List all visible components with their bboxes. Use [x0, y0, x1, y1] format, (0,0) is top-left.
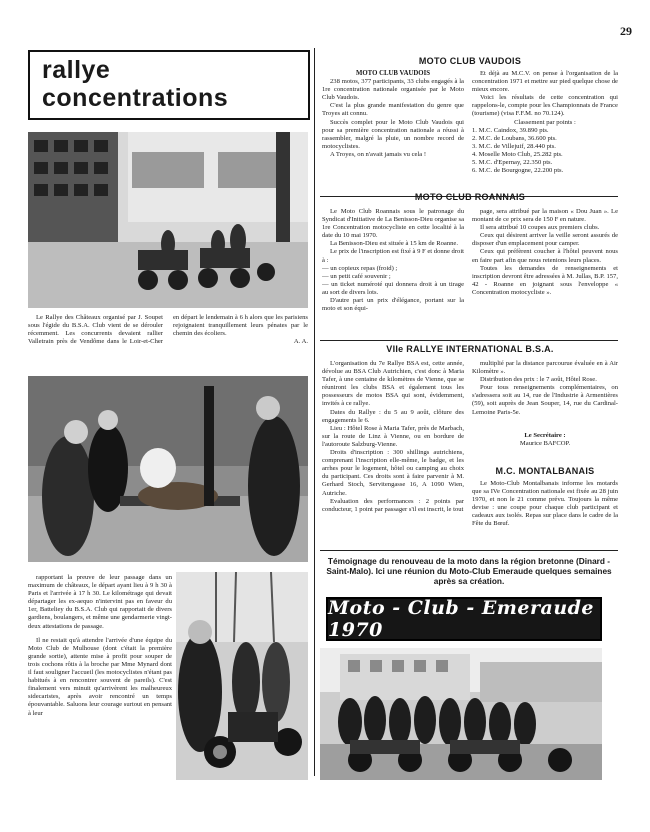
club-banner [326, 597, 602, 641]
montalbanais-paragraph: Le Moto-Club Montalbanais informe les motards que sa IVe Concentration nationale est fixée au 28 juin 1970, et non le 21 comme prévu. Toujours la même devise : une coupe pour chaque club participant et cadeaux aux isolés. Repas sur place dans le cadre de la Fête du Bœuf. [472, 480, 618, 528]
ranking-title: Classement par points : [514, 118, 576, 126]
caption-rallye-chateaux [28, 314, 308, 370]
roannais-paragraph: Le Moto Club Roannais sous le patronage du Syndicat d'Initiative de La Benisson-Dieu organise sa 1re Concentration motocycliste en cette localité à la date du 10 mai 1970. [322, 208, 464, 240]
divider-rule [320, 550, 618, 551]
page-number: 29 [620, 24, 632, 38]
bsa-paragraph: Dates du Rallye : du 5 au 9 août, clôture des engagements le 6. [322, 408, 464, 424]
ranking-item: 2. M.C. de Loubans, 36.600 pts. [472, 134, 557, 142]
article-left-column [28, 574, 172, 780]
caption-text: Le Rallye des Châteaux organisé par J. Soupet sous l'égide du B.S.A. Club vient de se dérouler récemment. Les concurrents devaient rallier Valletrain près de Vendôme dans le Loir-et-Cher en départ le lendemain à 6 h alors que les parisiens rejoignaient tranquillement leurs pénates par le chemin des écoliers. [28, 314, 308, 346]
bsa-paragraph: Lieu : Hôtel Rose à Maria Tafer, près de Marbach, sur la route de Linz à Vienne, ou en bordure de l'autoroute Salzburg-Vienne. [322, 424, 464, 448]
bsa-paragraph: Evaluation des performances : 2 points par conducteur, 1 point par passager s'il est inscrit, le tout [322, 497, 464, 513]
roannais-list-item: — un ticket numéroté qui donnera droit à un tirage au sort de divers lots. [322, 280, 464, 296]
bsa-paragraph: L'organisation du 7e Rallye BSA est, cette année, dévolue au BSA Club Autrichien, c'est donc à Maria Tafer, à une centaine de kilomètres de Vienne, que se réuniront les clubs BSA et également tous les possesseurs de motos BSA qui sont, évidemment, invités à ce rallye. [322, 360, 464, 408]
vaudois-column-1 [322, 70, 464, 192]
ranking-item: 3. M.C. de Villejuif, 28.440 pts. [472, 142, 556, 150]
photo-street-motorcycles [28, 132, 308, 308]
section-title-line1: rallye [42, 56, 111, 84]
ranking-item: 5. M.C. d'Epernay, 22.350 pts. [472, 159, 553, 167]
bsa-column-2 [472, 360, 618, 438]
photo-club-gathering [320, 648, 602, 780]
roannais-paragraph: Ceux qui préfèrent coucher à l'hôtel peuvent nous en faire part afin que nous retenions leurs places. [472, 248, 618, 264]
bsa-signature [472, 432, 618, 452]
vaudois-paragraph: Succès complet pour le Moto Club Vaudois qui pour sa première concentration nationale a réussi à rassembler, malgré la pluie, un nombre record de motocyclistes. [322, 118, 464, 150]
roannais-paragraph: Le prix de l'inscription est fixé à 9 F et donne droit à : [322, 248, 464, 264]
roannais-column-1 [322, 208, 464, 336]
column-divider [314, 48, 315, 776]
roannais-paragraph: page, sera attribué par la maison « Dou Juan ». Le montant de ce prix sera de 150 F en nature. [472, 208, 618, 224]
signature-label: Le Secrétaire : [524, 432, 566, 439]
vaudois-paragraph: Voici les résultats de cette concentration qui rappelons-le, compte pour les Championnats de France (tourisme) (visa F.F.M. no 70.124). [472, 94, 618, 118]
montalbanais-text-block [472, 480, 618, 548]
bsa-column-1 [322, 360, 464, 546]
bsa-paragraph: multiplié par la distance parcourue évaluée en à Air Kilomètre ». [472, 360, 618, 376]
roannais-list-item: — un petit café souvenir ; [322, 272, 391, 280]
heading-bsa-rallye: VIIe RALLYE INTERNATIONAL B.S.A. [386, 344, 554, 354]
vaudois-column-2 [472, 70, 618, 192]
bsa-paragraph: Droits d'inscription : 300 shillings autrichiens, comprenant l'inscription elle-même, le badge, et les arrhes pour le logement, hôtel ou camping au choix du participant. Ces droits sont à faire parvenir à M. Gerhard Stoch, Servitengasse 16, A 1090 Wien, Autriche. [322, 449, 464, 497]
photo-riders [176, 572, 308, 780]
roannais-paragraph: D'autre part un prix d'élégance, portant sur la moto et son équi- [322, 297, 464, 313]
roannais-column-2 [472, 208, 618, 336]
photo-spit-roast [28, 376, 308, 562]
roannais-paragraph: La Benisson-Dieu est située à 15 km de Roanne. [330, 240, 458, 248]
bsa-paragraph: Pour tous renseignements complémentaires, on s'adressera soit au 14, rue de l'Industrie à Armentières (59), soit auprès de Jean Souper, 14, rue du Cardinal-Lemoine Paris-5e. [472, 384, 618, 416]
teaser-caption: Témoignage du renouveau de la moto dans la région bretonne (Dinard - Saint-Malo). Ici une réunion du Moto-Club Emeraude quelques semaines après sa création. [326, 556, 612, 586]
ranking-item: 6. M.C. de Bourgogne, 22.200 pts. [472, 167, 564, 175]
roannais-paragraph: Ceux qui désirent arriver la veille seront assurés de disposer d'un emplacement pour camper. [472, 232, 618, 248]
vaudois-paragraph: Et déjà au M.C.V. on pense à l'organisation de la concentration 1971 et mettre sur pied quelque chose de mieux encore. [472, 70, 618, 94]
vaudois-paragraph: A Troyes, on n'avait jamais vu cela ! [330, 150, 427, 158]
caption-signature: A. A. [293, 338, 308, 346]
vaudois-subheading: MOTO CLUB VAUDOIS [355, 70, 431, 77]
heading-vaudois: MOTO CLUB VAUDOIS [418, 56, 522, 66]
roannais-paragraph: Toutes les demandes de renseignements et inscription devront être adressées à M. Jullas, B.P. 157, 42 - Roanne en joignant sous l'enveloppe « Concentration motocycliste ». [472, 264, 618, 296]
section-title-box [28, 50, 310, 120]
club-banner-text: Moto - Club - Emeraude 1970 [328, 597, 595, 641]
heading-roannais: MOTO CLUB ROANNAIS [414, 192, 526, 202]
bsa-paragraph: Distribution des prix : le 7 août, Hôtel Rose. [480, 376, 597, 384]
roannais-list-item: — un copieux repas (froid) ; [322, 264, 398, 272]
signature-name: Maurice BAFCOP. [519, 440, 571, 448]
article-paragraph: Il ne restait qu'à attendre l'arrivée d'une équipe du Moto Club de Mulhouse (dont c'était la première grande sortie), attente mise à profit pour souper de trois cochons rôtis à la broche par Mme Mynard dont il faut souligner l'accueil (les motocyclistes n'étant pas habitués à en rencontrer souvent de pareils). C'est finalement vers minuit qu'arrivèrent les malheureux sidecaristes, après avoir rencontré un temps épouvantable. Saluons leur courage surtout en pensant à leur [28, 636, 172, 717]
divider-rule [320, 340, 618, 341]
article-paragraph: rapportant la preuve de leur passage dans un maximum de châteaux, le départ ayant lieu à 9 h 30 à Paris et l'arrivée à 17 h 30. Le kilométrage qui devait départager les ex-aequo n'intervint pas en faveur du 1er, Batteliey du B.S.A. Club qui rapportait de divers gardiens, boulangers, et même une gendarmerie vingt-deux attestations de passage. [28, 574, 172, 630]
vaudois-paragraph: 238 motos, 377 participants, 33 clubs engagés à la 1re concentration nationale organisée par le Moto Club Vaudois. [322, 78, 464, 102]
heading-montalbanais: M.C. MONTALBANAIS [495, 466, 595, 476]
roannais-paragraph: Il sera attribué 10 coupes aux premiers clubs. [480, 224, 600, 232]
vaudois-paragraph: C'est la plus grande manifestation du genre que Troyes ait connu. [322, 102, 464, 118]
ranking-item: 1. M.C. Caindox, 39.890 pts. [472, 126, 549, 134]
ranking-item: 4. Moselle Moto Club, 25.282 pts. [472, 150, 563, 158]
section-title-line2: concentrations [42, 84, 229, 112]
